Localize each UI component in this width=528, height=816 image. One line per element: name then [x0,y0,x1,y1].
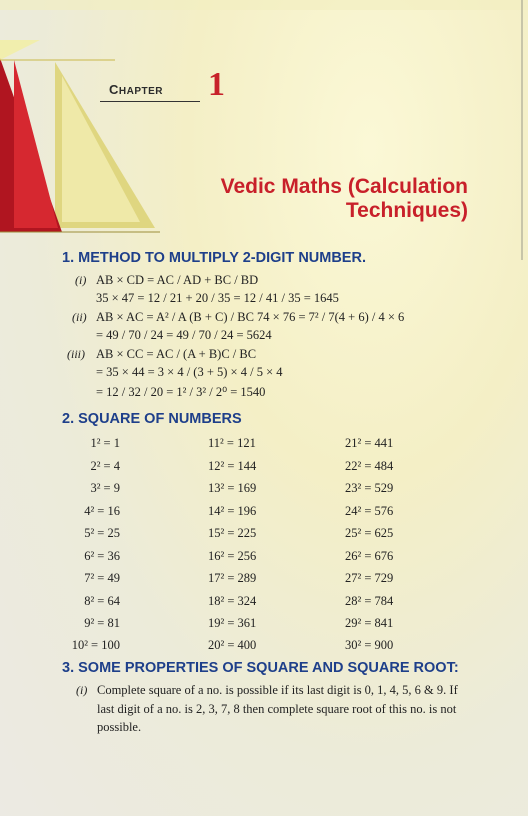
chapter-label: CHAPTER [109,82,164,97]
square-cell: 16² = 256 [208,549,257,563]
square-cell: 18² = 324 [208,594,257,608]
square-cell: 20² = 400 [208,638,257,652]
method-line: AB × CC = AC / (A + B)C / BC [96,347,257,361]
square-cell: 28² = 784 [345,594,394,608]
square-cell: 21² = 441 [345,436,394,450]
method-line: = 49 / 70 / 24 = 49 / 70 / 24 = 5624 [96,328,272,342]
square-cell: 23² = 529 [345,481,394,495]
square-cell: 22² = 484 [345,459,394,473]
square-cell: 27² = 729 [345,571,394,585]
square-cell: 30² = 900 [345,638,394,652]
property-text: Complete square of a no. is possible if its last digit is 0, 1, 4, 5, 6 & 9. If last digit of a no. is 2, 3, 7, 8 then complete square root of this no. is not possible. [97,683,458,734]
chapter-rule [100,101,200,102]
method-line: AB × AC = A² / A (B + C) / BC 74 × 76 = 7² / 7(4 + 6) / 4 × 6 [96,310,405,324]
square-cell: 7² = 49 [84,571,120,585]
square-cell: 17² = 289 [208,571,257,585]
square-cell: 8² = 64 [84,594,120,608]
chapter-title: Vedic Maths (Calculation Techniques) [220,175,468,222]
section-heading-2: 2. SQUARE OF NUMBERS [62,411,242,427]
square-cell: 13² = 169 [208,481,257,495]
section-heading-3: 3. SOME PROPERTIES OF SQUARE AND SQUARE ROOT: [62,660,459,676]
method-line: = 35 × 44 = 3 × 4 / (3 + 5) × 4 / 5 × 4 [96,365,283,379]
method-line: = 12 / 32 / 20 = 1² / 3² / 2⁰ = 1540 [96,385,266,399]
square-cell: 19² = 361 [208,616,257,630]
square-cell: 12² = 144 [208,459,257,473]
method-label-i: (i) [75,273,87,287]
square-cell: 4² = 16 [84,504,120,518]
square-cell: 9² = 81 [84,616,120,630]
section-heading-1: 1. METHOD TO MULTIPLY 2-DIGIT NUMBER. [62,250,366,266]
method-label-ii: (ii) [72,310,87,324]
method-line: AB × CD = AC / AD + BC / BD [96,273,259,287]
square-cell: 29² = 841 [345,616,394,630]
chapter-number: 1 [208,66,225,103]
square-cell: 11² = 121 [208,436,256,450]
square-cell: 24² = 576 [345,504,394,518]
property-label: (i) [76,683,88,697]
square-cell: 5² = 25 [84,526,120,540]
square-cell: 2² = 4 [90,459,120,473]
method-line: 35 × 47 = 12 / 21 + 20 / 35 = 12 / 41 / 35 = 1645 [96,291,339,305]
square-cell: 6² = 36 [84,549,120,563]
square-cell: 14² = 196 [208,504,257,518]
square-cell: 15² = 225 [208,526,257,540]
square-cell: 1² = 1 [90,436,120,450]
square-cell: 10² = 100 [71,638,120,652]
square-cell: 25² = 625 [345,526,394,540]
square-cell: 26² = 676 [345,549,394,563]
method-label-iii: (iii) [67,347,85,361]
square-cell: 3² = 9 [90,481,120,495]
